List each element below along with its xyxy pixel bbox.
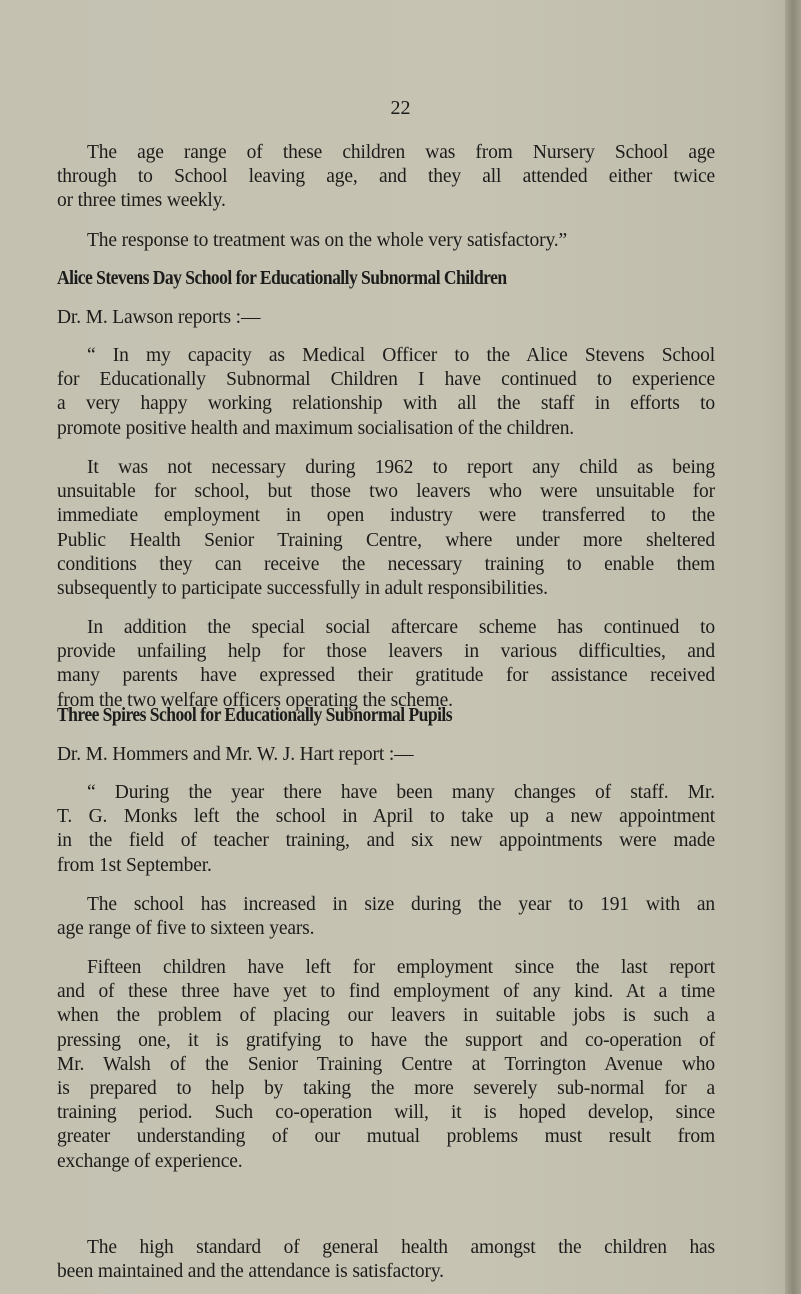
text-line: Dr. M. Hommers and Mr. W. J. Hart report :— — [57, 744, 414, 765]
text-line: unsuitable for school, but those two leavers who were unsuitable for — [57, 481, 715, 503]
text-line: The response to treatment was on the whole very satisfactory.” — [87, 230, 568, 251]
text-line: training period. Such co-operation will, it is hoped develop, since — [57, 1102, 715, 1124]
text-line: The high standard of general health amongst the children has — [87, 1237, 715, 1258]
paragraph — [57, 956, 715, 1174]
text-line: and of these three have yet to find employment of any kind. At a time — [57, 981, 715, 1003]
text-line: The age range of these children was from Nursery School age — [87, 142, 715, 163]
text-line: pressing one, it is gratifying to have the support and co-operation of — [57, 1029, 715, 1051]
paragraph — [57, 781, 715, 878]
paragraph — [57, 141, 715, 214]
page-number: 22 — [390, 97, 411, 119]
paragraph — [57, 456, 715, 601]
text-line: subsequently to participate successfully in adult responsibilities. — [57, 577, 548, 599]
text-line: from 1st September. — [57, 854, 212, 876]
text-line: greater understanding of our mutual problems must result from — [57, 1126, 715, 1148]
paragraph — [57, 616, 715, 713]
text-line: from the two welfare officers operating the scheme. — [57, 689, 453, 711]
text-line: “ During the year there have been many changes of staff. Mr. — [87, 782, 715, 803]
text-line: Mr. Walsh of the Senior Training Centre at Torrington Avenue who — [57, 1053, 715, 1075]
text-line: It was not necessary during 1962 to report any child as being — [87, 457, 715, 478]
text-line: for Educationally Subnormal Children I have continued to experience — [57, 369, 715, 391]
paragraph — [57, 893, 715, 941]
text-line: in the field of teacher training, and six new appointments were made — [57, 830, 715, 852]
text-line: The school has increased in size during the year to 191 with an — [87, 894, 715, 915]
book-binding-edge — [785, 0, 801, 1294]
text-line: Public Health Senior Training Centre, where under more sheltered — [57, 529, 715, 551]
text-line: “ In my capacity as Medical Officer to the Alice Stevens School — [87, 345, 715, 366]
paragraph — [57, 1236, 715, 1284]
report-attribution — [57, 743, 715, 767]
text-line: is prepared to help by taking the more severely sub-normal for a — [57, 1077, 715, 1099]
text-line: been maintained and the attendance is satisfactory. — [57, 1261, 444, 1283]
text-line: T. G. Monks left the school in April to take up a new appointment — [57, 806, 715, 828]
text-line: through to School leaving age, and they all attended either twice — [57, 166, 715, 188]
report-attribution — [57, 306, 715, 330]
text-line: In addition the special social aftercare scheme has continued to — [87, 617, 715, 638]
text-line: a very happy working relationship with all the staff in efforts to — [57, 393, 715, 415]
text-line: when the problem of placing our leavers in suitable jobs is such a — [57, 1005, 715, 1027]
text-line: Dr. M. Lawson reports :— — [57, 307, 261, 328]
text-line: promote positive health and maximum socialisation of the children. — [57, 417, 575, 439]
paragraph — [57, 229, 715, 253]
text-line: exchange of experience. — [57, 1150, 243, 1172]
text-line: many parents have expressed their gratitude for assistance received — [57, 665, 715, 687]
text-line: Alice Stevens Day School for Educationally Subnormal Children — [57, 268, 507, 289]
text-line: or three times weekly. — [57, 190, 226, 212]
text-line: age range of five to sixteen years. — [57, 918, 315, 940]
text-line: immediate employment in open industry were transferred to the — [57, 505, 715, 527]
section-heading — [57, 704, 715, 728]
text-line: Three Spires School for Educationally Subnormal Pupils — [57, 705, 453, 726]
text-line: conditions they can receive the necessary training to enable them — [57, 553, 715, 575]
paragraph — [57, 344, 715, 441]
section-heading — [57, 267, 715, 291]
text-line: provide unfailing help for those leavers in various difficulties, and — [57, 641, 715, 663]
text-line: Fifteen children have left for employment since the last report — [87, 957, 715, 978]
